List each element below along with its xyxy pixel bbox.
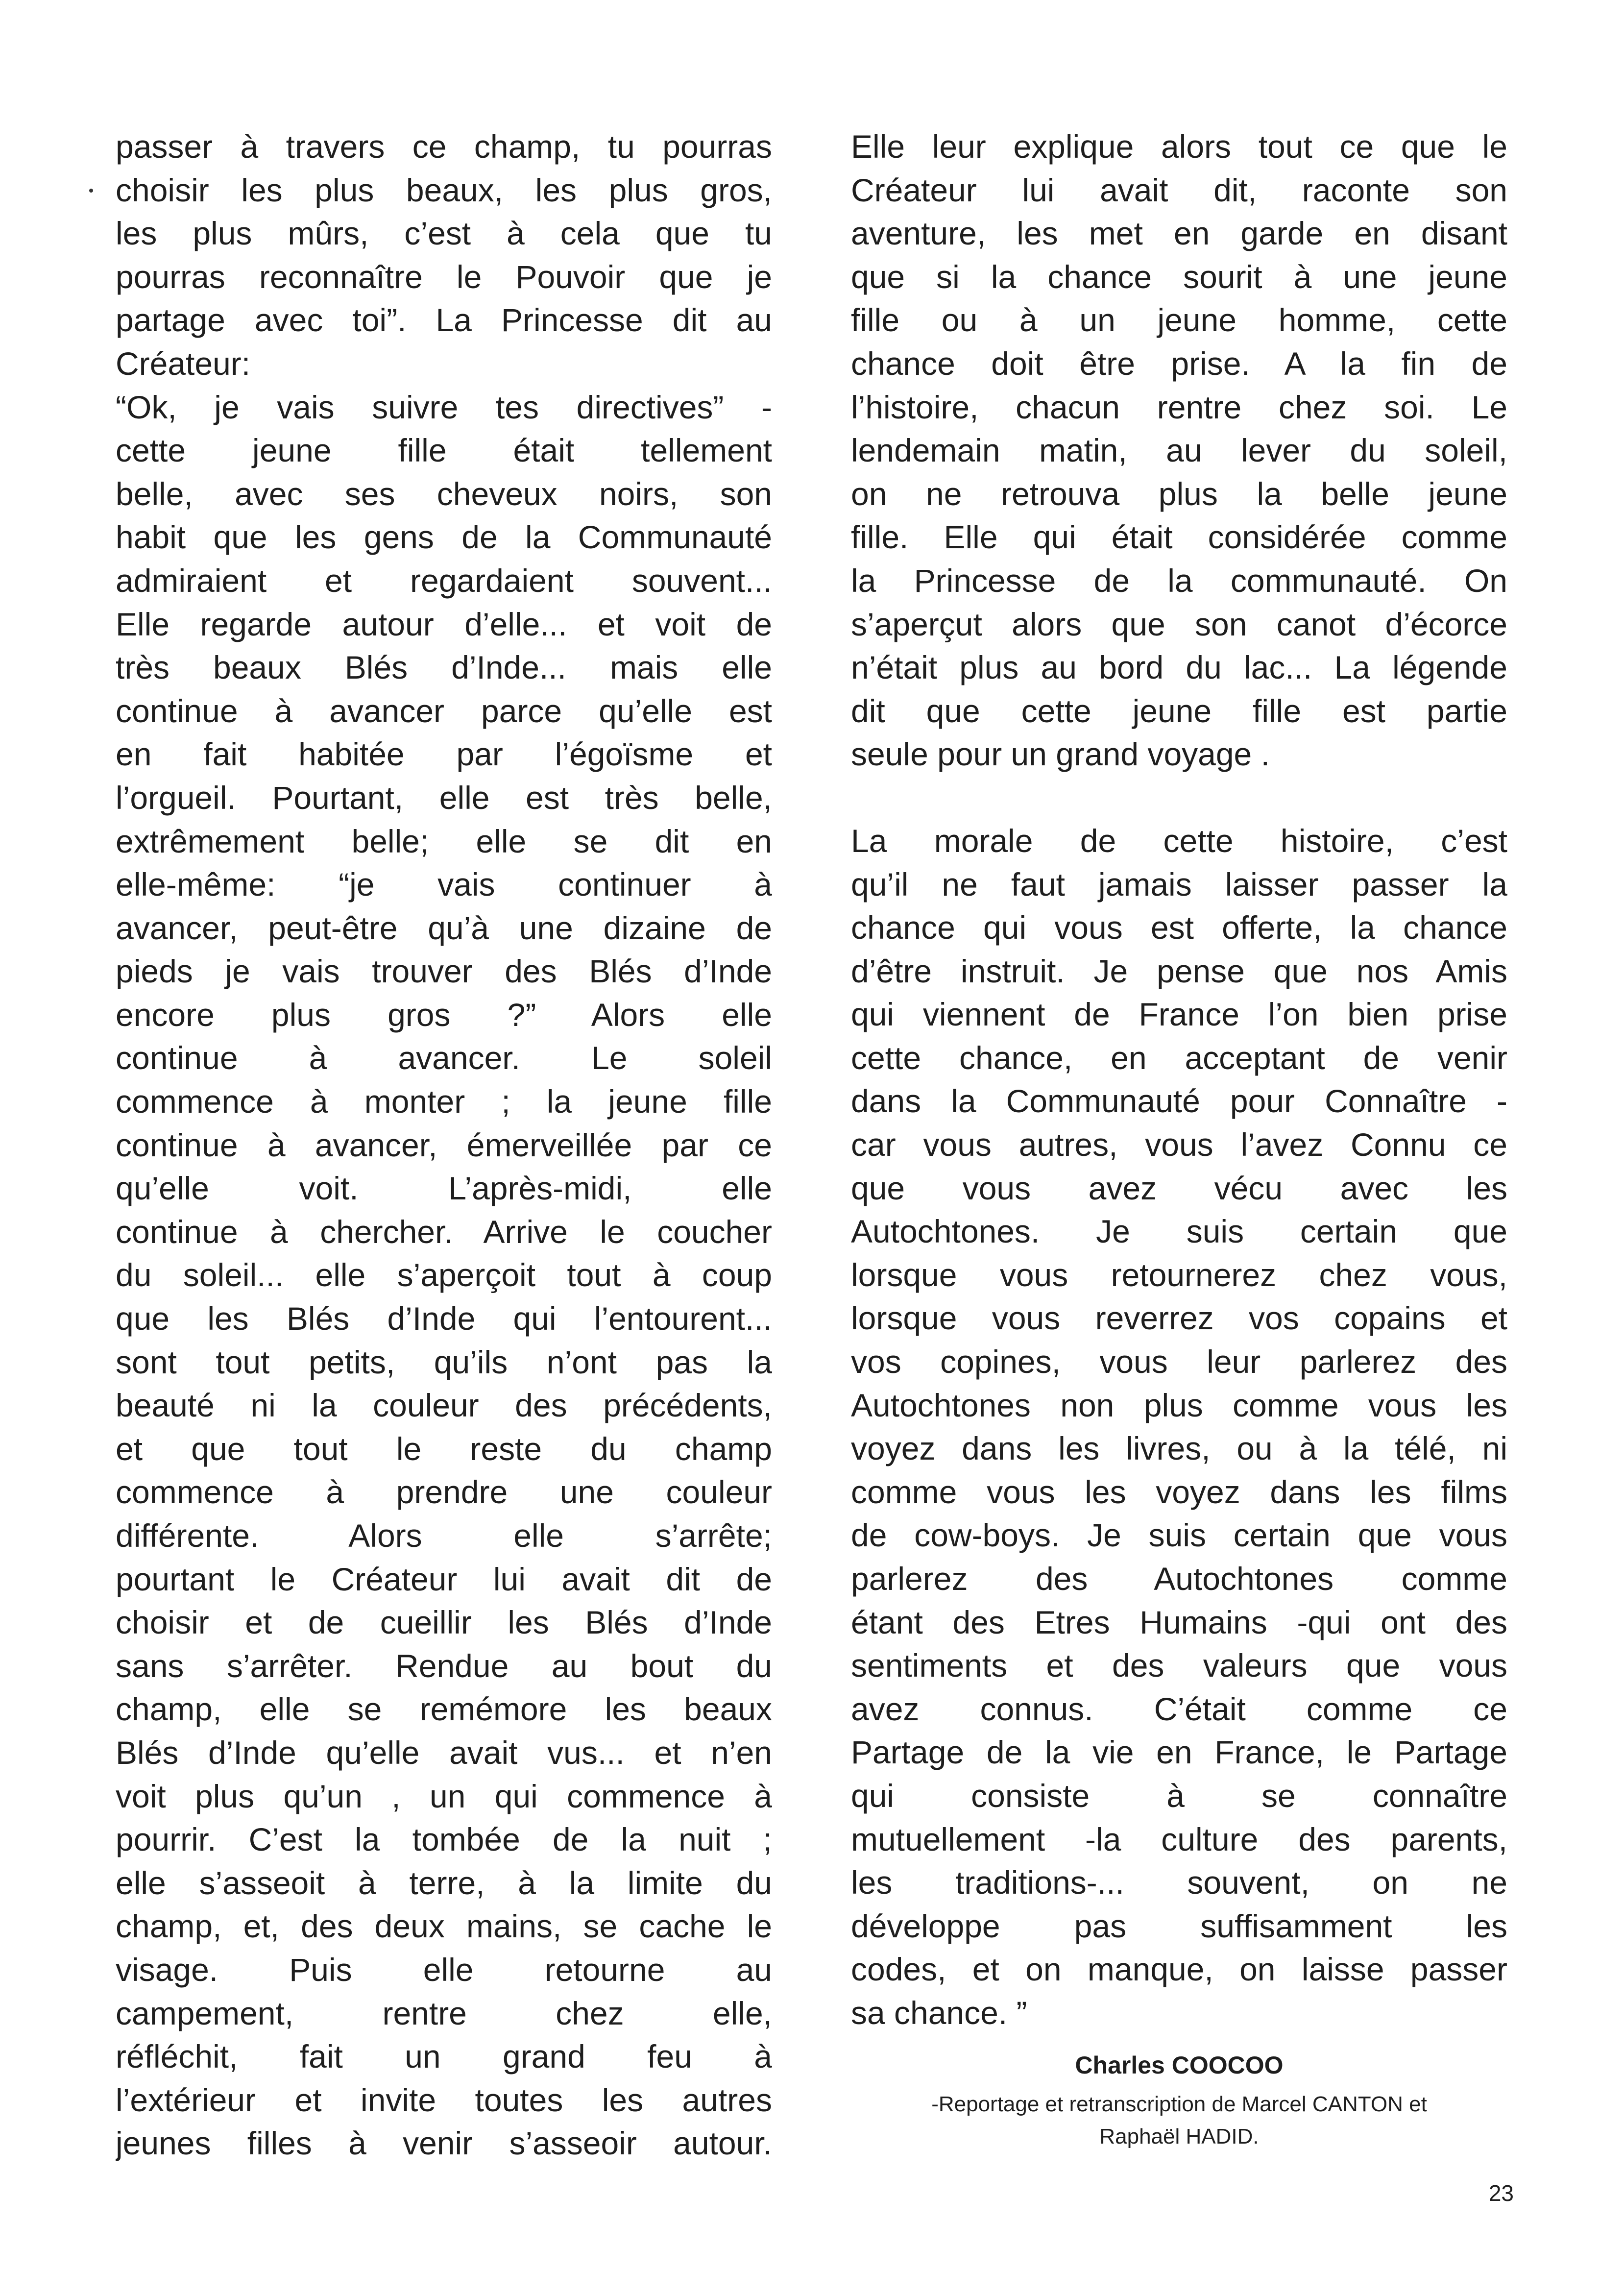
text-line: extrêmement belle; elle se dit en [116, 823, 772, 859]
text-line: vos copines, vous leur parlerez des [851, 1343, 1507, 1380]
text-line: l’extérieur et invite toutes les autres [116, 2081, 772, 2118]
text-line: codes, et on manque, on laisse passer [851, 1951, 1507, 1988]
text-line: lorsque vous reverrez vos copains et [851, 1300, 1507, 1337]
text-line: s’aperçut alors que son canot d’écorce [851, 606, 1507, 642]
text-line: voit plus qu’un , un qui commence à [116, 1778, 772, 1814]
text-line: les traditions-... souvent, on ne [851, 1864, 1507, 1901]
text-line: Autochtones. Je suis certain que [851, 1213, 1507, 1250]
text-line: étant des Etres Humains -qui ont des [851, 1604, 1507, 1640]
right-column [851, 125, 1507, 2035]
text-line: avez connus. C’était comme ce [851, 1690, 1507, 1727]
text-line: dit que cette jeune fille est partie [851, 692, 1507, 729]
text-line: et que tout le reste du champ [116, 1430, 772, 1467]
text-line: on ne retrouva plus la belle jeune [851, 475, 1507, 512]
text-line: voyez dans les livres, ou à la télé, ni [851, 1430, 1507, 1467]
paragraph-gap [851, 776, 1507, 819]
text-line: qui consiste à se connaître [851, 1777, 1507, 1814]
text-line: sans s’arrêter. Rendue au bout du [116, 1647, 772, 1684]
text-line: que si la chance sourit à une jeune [851, 258, 1507, 295]
margin-mark [89, 189, 93, 193]
text-line: fille. Elle qui était considérée comme [851, 519, 1507, 556]
text-line: du soleil... elle s’aperçoit tout à coup [116, 1257, 772, 1294]
credit-line: Raphaël HADID. [1099, 2124, 1259, 2149]
text-line: car vous autres, vous l’avez Connu ce [851, 1126, 1507, 1163]
text-line: qui viennent de France l’on bien prise [851, 996, 1507, 1033]
text-line: que vous avez vécu avec les [851, 1170, 1507, 1206]
text-line: aventure, les met en garde en disant [851, 215, 1507, 252]
text-line: pourras reconnaître le Pouvoir que je [116, 258, 772, 295]
text-line: continue à chercher. Arrive le coucher [116, 1213, 772, 1250]
text-line: mutuellement -la culture des parents, [851, 1821, 1507, 1857]
text-line: de cow-boys. Je suis certain que vous [851, 1517, 1507, 1554]
text-line: admiraient et regardaient souvent... [116, 562, 772, 599]
text-line: partage avec toi”. La Princesse dit au [116, 302, 772, 339]
text-line: pourrir. C’est la tombée de la nuit ; [116, 1821, 772, 1858]
text-line: parlerez des Autochtones comme [851, 1561, 1507, 1597]
credit-note [851, 2088, 1507, 2153]
text-line: dans la Communauté pour Connaître - [851, 1083, 1507, 1120]
text-line: lendemain matin, au lever du soleil, [851, 432, 1507, 469]
left-column [116, 125, 772, 2165]
text-line: “Ok, je vais suivre tes directives” - [116, 389, 772, 425]
text-line: différente. Alors elle s’arrête; [116, 1517, 772, 1554]
text-line: développe pas suffisamment les [851, 1907, 1507, 1944]
text-line: choisir les plus beaux, les plus gros, [116, 171, 772, 208]
text-line: Elle regarde autour d’elle... et voit de [116, 606, 772, 642]
page-number: 23 [1488, 2180, 1514, 2206]
text-line: pourtant le Créateur lui avait dit de [116, 1561, 772, 1597]
text-line: avancer, peut-être qu’à une dizaine de [116, 909, 772, 946]
text-line: les plus mûrs, c’est à cela que tu [116, 215, 772, 252]
text-line: en fait habitée par l’égoïsme et [116, 736, 772, 773]
text-line: cette chance, en acceptant de venir [851, 1039, 1507, 1076]
text-line: très beaux Blés d’Inde... mais elle [116, 649, 772, 686]
text-line: pieds je vais trouver des Blés d’Inde [116, 953, 772, 990]
text-line: champ, et, des deux mains, se cache le [116, 1908, 772, 1945]
text-line: beauté ni la couleur des précédents, [116, 1387, 772, 1424]
text-line: réfléchit, fait un grand feu à [116, 2038, 772, 2075]
text-line: Elle leur explique alors tout ce que le [851, 128, 1507, 165]
text-line: encore plus gros ?” Alors elle [116, 996, 772, 1033]
text-line: Créateur: [116, 345, 251, 382]
text-line: cette jeune fille était tellement [116, 432, 772, 469]
text-line: sentiments et des valeurs que vous [851, 1647, 1507, 1684]
text-line: n’était plus au bord du lac... La légende [851, 649, 1507, 686]
text-line: Autochtones non plus comme vous les [851, 1387, 1507, 1423]
text-line: belle, avec ses cheveux noirs, son [116, 475, 772, 512]
text-line: champ, elle se remémore les beaux [116, 1691, 772, 1728]
text-line: jeunes filles à venir s’asseoir autour. [116, 2125, 772, 2162]
text-line: sa chance. ” [851, 1994, 1027, 2031]
text-line: Partage de la vie en France, le Partage [851, 1734, 1507, 1771]
text-line: passer à travers ce champ, tu pourras [116, 128, 772, 165]
text-line: Blés d’Inde qu’elle avait vus... et n’en [116, 1734, 772, 1771]
text-line: qu’elle voit. L’après-midi, elle [116, 1170, 772, 1207]
text-line: elle s’asseoit à terre, à la limite du [116, 1864, 772, 1901]
text-line: sont tout petits, qu’ils n’ont pas la [116, 1343, 772, 1380]
text-line: l’histoire, chacun rentre chez soi. Le [851, 389, 1507, 425]
text-line: comme vous les voyez dans les films [851, 1473, 1507, 1510]
text-line: seule pour un grand voyage . [851, 736, 1270, 773]
text-line: habit que les gens de la Communauté [116, 519, 772, 556]
text-line: fille ou à un jeune homme, cette [851, 302, 1507, 339]
credit-line: -Reportage et retranscription de Marcel CANTON et [931, 2092, 1427, 2116]
text-line: commence à monter ; la jeune fille [116, 1083, 772, 1120]
text-line: commence à prendre une couleur [116, 1474, 772, 1511]
author-signature: Charles COOCOO [1075, 2051, 1284, 2079]
text-line: Créateur lui avait dit, raconte son [851, 171, 1507, 208]
text-line: visage. Puis elle retourne au [116, 1951, 772, 1988]
text-line: l’orgueil. Pourtant, elle est très belle, [116, 779, 772, 816]
text-line: qu’il ne faut jamais laisser passer la [851, 866, 1507, 903]
text-line: choisir et de cueillir les Blés d’Inde [116, 1604, 772, 1641]
text-line: La morale de cette histoire, c’est [851, 822, 1507, 859]
text-line: continue à avancer. Le soleil [116, 1040, 772, 1076]
text-line: d’être instruit. Je pense que nos Amis [851, 952, 1507, 989]
text-line: continue à avancer parce qu’elle est [116, 692, 772, 729]
text-line: campement, rentre chez elle, [116, 1995, 772, 2031]
text-line: continue à avancer, émerveillée par ce [116, 1126, 772, 1163]
text-line: chance doit être prise. A la fin de [851, 345, 1507, 382]
text-line: chance qui vous est offerte, la chance [851, 909, 1507, 946]
text-line: lorsque vous retournerez chez vous, [851, 1256, 1507, 1293]
text-line: elle-même: “je vais continuer à [116, 866, 772, 903]
text-line: la Princesse de la communauté. On [851, 562, 1507, 599]
text-line: que les Blés d’Inde qui l’entourent... [116, 1300, 772, 1337]
